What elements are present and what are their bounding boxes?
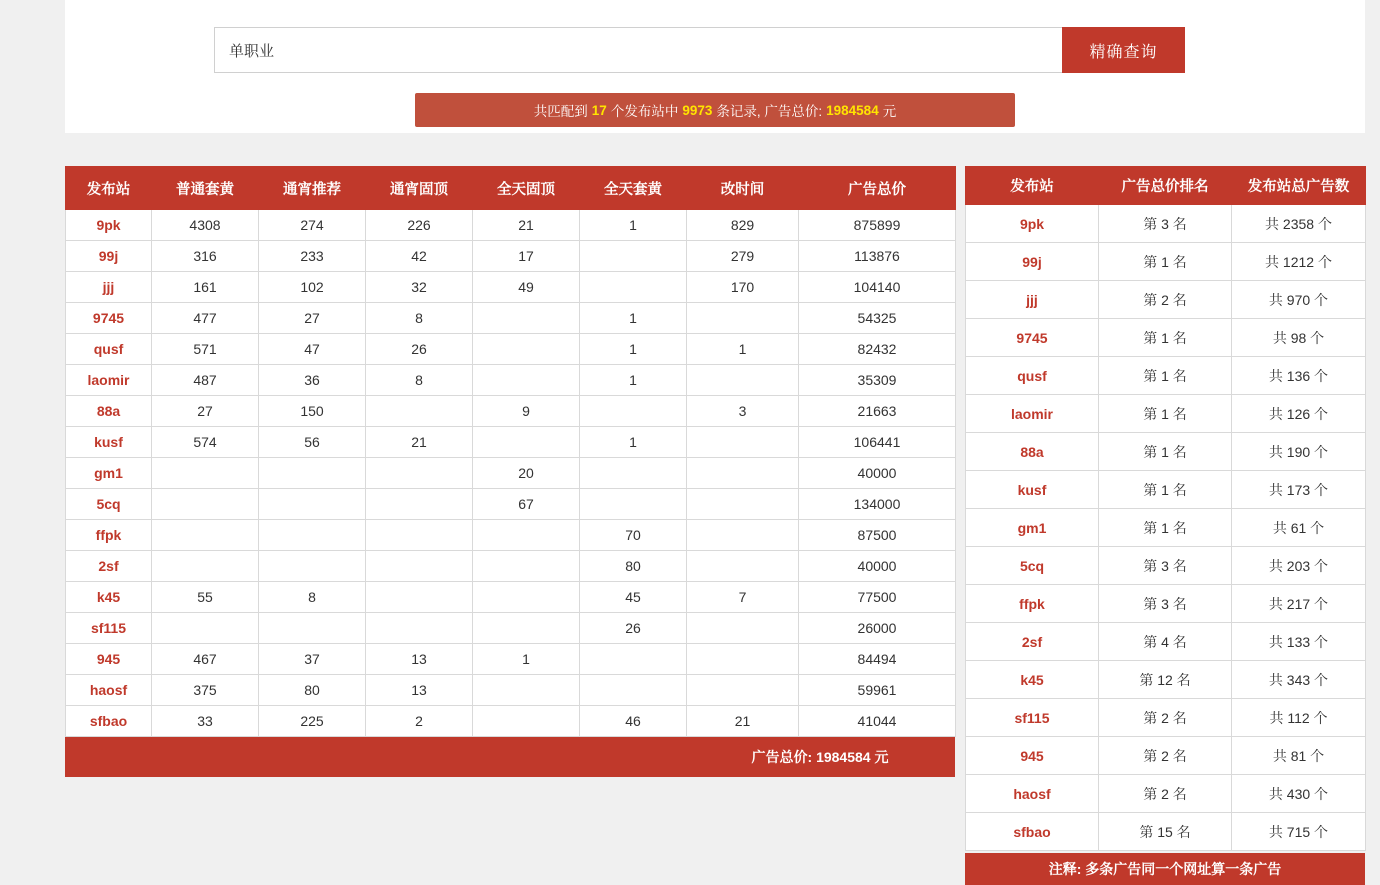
- table-cell: 第 1 名: [1099, 395, 1232, 433]
- column-header: 广告总价: [799, 167, 956, 210]
- table-cell: 56: [259, 427, 366, 458]
- table-cell: [473, 334, 580, 365]
- table-cell: [687, 458, 799, 489]
- table-cell: 829: [687, 210, 799, 241]
- table-cell: 40000: [799, 458, 956, 489]
- table-row: [66, 613, 956, 644]
- table-cell: [580, 396, 687, 427]
- column-header: 发布站: [966, 167, 1099, 205]
- table-row: [66, 210, 956, 241]
- table-row: [66, 706, 956, 737]
- table-cell: 1: [687, 334, 799, 365]
- column-header: 全天固顶: [473, 167, 580, 210]
- table-cell: 70: [580, 520, 687, 551]
- table-cell: 226: [366, 210, 473, 241]
- table-cell: 21: [473, 210, 580, 241]
- table-row: [66, 458, 956, 489]
- table-row: [966, 509, 1366, 547]
- table-cell: [687, 675, 799, 706]
- table-cell: 共 2358 个: [1232, 205, 1366, 243]
- table-head: [66, 167, 956, 210]
- table-row: [66, 272, 956, 303]
- table-row: [66, 334, 956, 365]
- table-cell: [687, 489, 799, 520]
- table-cell: 第 1 名: [1099, 319, 1232, 357]
- table-cell: [473, 365, 580, 396]
- table-row: [966, 243, 1366, 281]
- ranking-table: [965, 166, 1366, 851]
- publisher-name-cell[interactable]: 2sf: [66, 551, 152, 582]
- summary-total-price: 1984584: [826, 102, 879, 118]
- table-cell: [580, 489, 687, 520]
- publisher-name-cell[interactable]: 5cq: [66, 489, 152, 520]
- publisher-name-cell[interactable]: k45: [66, 582, 152, 613]
- table-row: [966, 433, 1366, 471]
- table-cell: 第 3 名: [1099, 585, 1232, 623]
- table-cell: [687, 365, 799, 396]
- total-footer: [65, 737, 955, 777]
- table-cell: 第 1 名: [1099, 243, 1232, 281]
- table-cell: [152, 613, 259, 644]
- table-cell: 1: [580, 334, 687, 365]
- table-cell: 170: [687, 272, 799, 303]
- table-row: [966, 585, 1366, 623]
- table-cell: 47: [259, 334, 366, 365]
- table-cell: 共 190 个: [1232, 433, 1366, 471]
- table-cell: 80: [259, 675, 366, 706]
- table-cell: 第 1 名: [1099, 357, 1232, 395]
- exact-query-button[interactable]: 精确查询: [1062, 27, 1185, 73]
- publisher-name-cell[interactable]: laomir: [66, 365, 152, 396]
- table-row: [66, 520, 956, 551]
- table-cell: 共 81 个: [1232, 737, 1366, 775]
- table-cell: 1: [580, 210, 687, 241]
- table-cell: [259, 458, 366, 489]
- table-row: [66, 489, 956, 520]
- table-header-row: [66, 167, 956, 210]
- table-cell: 7: [687, 582, 799, 613]
- summary-mid-2: 条记录, 广告总价:: [716, 104, 823, 119]
- table-cell: [366, 582, 473, 613]
- table-cell: 共 1212 个: [1232, 243, 1366, 281]
- table-cell: 3: [687, 396, 799, 427]
- table-cell: 第 2 名: [1099, 737, 1232, 775]
- table-cell: 134000: [799, 489, 956, 520]
- table-cell: 84494: [799, 644, 956, 675]
- summary-banner: [415, 93, 1015, 127]
- table-cell: 67: [473, 489, 580, 520]
- table-cell: 13: [366, 675, 473, 706]
- table-cell: 279: [687, 241, 799, 272]
- table-cell: 26: [580, 613, 687, 644]
- table-cell: 第 2 名: [1099, 699, 1232, 737]
- table-cell: 102: [259, 272, 366, 303]
- publisher-name-cell[interactable]: sfbao: [966, 813, 1099, 851]
- table-row: [966, 319, 1366, 357]
- table-cell: [473, 582, 580, 613]
- table-cell: 80: [580, 551, 687, 582]
- ranking-table-body: [966, 205, 1366, 851]
- publisher-name-cell[interactable]: jjj: [966, 281, 1099, 319]
- table-cell: 共 126 个: [1232, 395, 1366, 433]
- table-cell: 27: [259, 303, 366, 334]
- table-row: [66, 396, 956, 427]
- table-cell: [152, 520, 259, 551]
- table-cell: 77500: [799, 582, 956, 613]
- table-row: [966, 737, 1366, 775]
- table-cell: 共 715 个: [1232, 813, 1366, 851]
- table-cell: [473, 675, 580, 706]
- table-cell: 共 173 个: [1232, 471, 1366, 509]
- table-cell: 104140: [799, 272, 956, 303]
- publisher-name-cell[interactable]: laomir: [966, 395, 1099, 433]
- table-cell: 共 133 个: [1232, 623, 1366, 661]
- table-cell: 106441: [799, 427, 956, 458]
- table-row: [66, 582, 956, 613]
- publisher-name-cell[interactable]: 9745: [966, 319, 1099, 357]
- table-cell: [366, 458, 473, 489]
- publisher-name-cell[interactable]: 88a: [66, 396, 152, 427]
- table-cell: 第 12 名: [1099, 661, 1232, 699]
- publisher-stats-table-wrap: [65, 166, 955, 777]
- column-header: 广告总价排名: [1099, 167, 1232, 205]
- table-cell: [580, 675, 687, 706]
- ranking-header-row: [966, 167, 1366, 205]
- publisher-stats-table: [65, 166, 956, 737]
- column-header: 通宵推荐: [259, 167, 366, 210]
- table-row: [966, 623, 1366, 661]
- table-cell: 45: [580, 582, 687, 613]
- table-cell: 8: [259, 582, 366, 613]
- table-cell: 316: [152, 241, 259, 272]
- table-cell: 共 203 个: [1232, 547, 1366, 585]
- publisher-name-cell[interactable]: 5cq: [966, 547, 1099, 585]
- table-cell: 46: [580, 706, 687, 737]
- footer-total-label: 广告总价: 1984584 元: [751, 749, 889, 765]
- publisher-name-cell[interactable]: 9pk: [966, 205, 1099, 243]
- ranking-table-head: [966, 167, 1366, 205]
- table-cell: 26000: [799, 613, 956, 644]
- table-cell: 225: [259, 706, 366, 737]
- table-cell: [259, 613, 366, 644]
- table-cell: 共 136 个: [1232, 357, 1366, 395]
- table-cell: 第 3 名: [1099, 205, 1232, 243]
- publisher-name-cell[interactable]: jjj: [66, 272, 152, 303]
- table-row: [66, 303, 956, 334]
- publisher-name-cell[interactable]: haosf: [966, 775, 1099, 813]
- table-cell: 26: [366, 334, 473, 365]
- table-cell: [152, 489, 259, 520]
- column-header: 普通套黄: [152, 167, 259, 210]
- table-cell: [687, 644, 799, 675]
- publisher-name-cell[interactable]: 9pk: [66, 210, 152, 241]
- table-cell: 113876: [799, 241, 956, 272]
- table-cell: 49: [473, 272, 580, 303]
- table-cell: 233: [259, 241, 366, 272]
- table-row: [66, 644, 956, 675]
- table-cell: [580, 458, 687, 489]
- table-cell: 第 2 名: [1099, 775, 1232, 813]
- table-cell: [366, 613, 473, 644]
- table-cell: 375: [152, 675, 259, 706]
- summary-suffix: 元: [882, 104, 897, 119]
- publisher-name-cell[interactable]: 99j: [66, 241, 152, 272]
- table-cell: 21: [366, 427, 473, 458]
- table-cell: 4308: [152, 210, 259, 241]
- publisher-name-cell[interactable]: 2sf: [966, 623, 1099, 661]
- table-cell: 13: [366, 644, 473, 675]
- table-cell: 571: [152, 334, 259, 365]
- publisher-name-cell[interactable]: sfbao: [66, 706, 152, 737]
- summary-site-count: 17: [591, 102, 607, 118]
- table-cell: 32: [366, 272, 473, 303]
- table-cell: 35309: [799, 365, 956, 396]
- table-cell: 共 343 个: [1232, 661, 1366, 699]
- table-cell: [366, 551, 473, 582]
- table-cell: [687, 613, 799, 644]
- table-cell: 第 3 名: [1099, 547, 1232, 585]
- publisher-name-cell[interactable]: sf115: [966, 699, 1099, 737]
- summary-mid-1: 个发布站中: [610, 104, 679, 119]
- publisher-name-cell[interactable]: 99j: [966, 243, 1099, 281]
- table-cell: 21: [687, 706, 799, 737]
- publisher-name-cell[interactable]: kusf: [66, 427, 152, 458]
- table-cell: 161: [152, 272, 259, 303]
- table-cell: 共 61 个: [1232, 509, 1366, 547]
- table-cell: 33: [152, 706, 259, 737]
- table-cell: [580, 644, 687, 675]
- table-cell: [687, 551, 799, 582]
- table-row: [66, 675, 956, 706]
- table-cell: 8: [366, 365, 473, 396]
- table-cell: 574: [152, 427, 259, 458]
- table-cell: 875899: [799, 210, 956, 241]
- ranking-table-wrap: [965, 166, 1365, 885]
- table-cell: 共 970 个: [1232, 281, 1366, 319]
- column-header: 改时间: [687, 167, 799, 210]
- table-cell: [473, 427, 580, 458]
- table-cell: [687, 427, 799, 458]
- table-cell: 第 2 名: [1099, 281, 1232, 319]
- table-cell: 第 15 名: [1099, 813, 1232, 851]
- table-cell: 9: [473, 396, 580, 427]
- table-cell: 1: [580, 365, 687, 396]
- table-cell: 82432: [799, 334, 956, 365]
- column-header: 通宵固顶: [366, 167, 473, 210]
- table-row: [966, 661, 1366, 699]
- column-header: 全天套黄: [580, 167, 687, 210]
- publisher-name-cell[interactable]: 88a: [966, 433, 1099, 471]
- table-row: [66, 365, 956, 396]
- table-cell: 54325: [799, 303, 956, 334]
- table-cell: [259, 551, 366, 582]
- table-cell: 487: [152, 365, 259, 396]
- table-cell: 1: [580, 303, 687, 334]
- table-cell: 150: [259, 396, 366, 427]
- table-row: [966, 395, 1366, 433]
- table-row: [966, 547, 1366, 585]
- table-cell: [473, 551, 580, 582]
- table-cell: 274: [259, 210, 366, 241]
- publisher-name-cell[interactable]: ffpk: [966, 585, 1099, 623]
- table-cell: 共 112 个: [1232, 699, 1366, 737]
- table-cell: [473, 706, 580, 737]
- table-cell: 20: [473, 458, 580, 489]
- table-cell: 第 1 名: [1099, 509, 1232, 547]
- table-cell: 第 1 名: [1099, 433, 1232, 471]
- note-bar: 注释: 多条广告同一个网址算一条广告: [965, 853, 1365, 885]
- publisher-name-cell[interactable]: sf115: [66, 613, 152, 644]
- table-cell: 467: [152, 644, 259, 675]
- publisher-name-cell[interactable]: 945: [66, 644, 152, 675]
- publisher-name-cell[interactable]: gm1: [66, 458, 152, 489]
- publisher-name-cell[interactable]: qusf: [66, 334, 152, 365]
- table-cell: 87500: [799, 520, 956, 551]
- table-cell: 共 98 个: [1232, 319, 1366, 357]
- table-cell: 42: [366, 241, 473, 272]
- table-cell: 1: [473, 644, 580, 675]
- table-row: [966, 357, 1366, 395]
- table-cell: 59961: [799, 675, 956, 706]
- summary-record-count: 9973: [682, 102, 713, 118]
- summary-prefix: 共匹配到: [533, 104, 588, 119]
- table-cell: [580, 272, 687, 303]
- publisher-name-cell[interactable]: ffpk: [66, 520, 152, 551]
- table-cell: [687, 303, 799, 334]
- table-cell: [580, 241, 687, 272]
- table-cell: 第 1 名: [1099, 471, 1232, 509]
- table-row: [966, 699, 1366, 737]
- column-header: 发布站: [66, 167, 152, 210]
- table-row: [66, 427, 956, 458]
- publisher-name-cell[interactable]: 945: [966, 737, 1099, 775]
- search-bar: [214, 27, 1185, 73]
- table-cell: [152, 551, 259, 582]
- table-cell: 36: [259, 365, 366, 396]
- publisher-name-cell[interactable]: gm1: [966, 509, 1099, 547]
- table-cell: [366, 489, 473, 520]
- table-row: [966, 775, 1366, 813]
- table-cell: 55: [152, 582, 259, 613]
- table-cell: [259, 489, 366, 520]
- table-row: [66, 241, 956, 272]
- table-cell: 1: [580, 427, 687, 458]
- table-cell: [366, 396, 473, 427]
- table-cell: 27: [152, 396, 259, 427]
- table-cell: 477: [152, 303, 259, 334]
- publisher-name-cell[interactable]: 9745: [66, 303, 152, 334]
- table-row: [966, 813, 1366, 851]
- table-row: [966, 471, 1366, 509]
- search-input[interactable]: [214, 27, 1062, 73]
- table-cell: 37: [259, 644, 366, 675]
- table-cell: 21663: [799, 396, 956, 427]
- table-row: [66, 551, 956, 582]
- publisher-name-cell[interactable]: kusf: [966, 471, 1099, 509]
- table-cell: [473, 520, 580, 551]
- table-cell: [366, 520, 473, 551]
- column-header: 发布站总广告数: [1232, 167, 1366, 205]
- table-cell: [152, 458, 259, 489]
- table-cell: 共 217 个: [1232, 585, 1366, 623]
- table-cell: 40000: [799, 551, 956, 582]
- table-row: [966, 205, 1366, 243]
- table-cell: 共 430 个: [1232, 775, 1366, 813]
- table-cell: [473, 613, 580, 644]
- table-cell: 第 4 名: [1099, 623, 1232, 661]
- table-cell: 17: [473, 241, 580, 272]
- table-row: [966, 281, 1366, 319]
- table-cell: 8: [366, 303, 473, 334]
- table-cell: [259, 520, 366, 551]
- publisher-name-cell[interactable]: qusf: [966, 357, 1099, 395]
- table-cell: [473, 303, 580, 334]
- publisher-name-cell[interactable]: haosf: [66, 675, 152, 706]
- table-cell: 2: [366, 706, 473, 737]
- table-body: [66, 210, 956, 737]
- publisher-name-cell[interactable]: k45: [966, 661, 1099, 699]
- table-cell: [687, 520, 799, 551]
- table-cell: 41044: [799, 706, 956, 737]
